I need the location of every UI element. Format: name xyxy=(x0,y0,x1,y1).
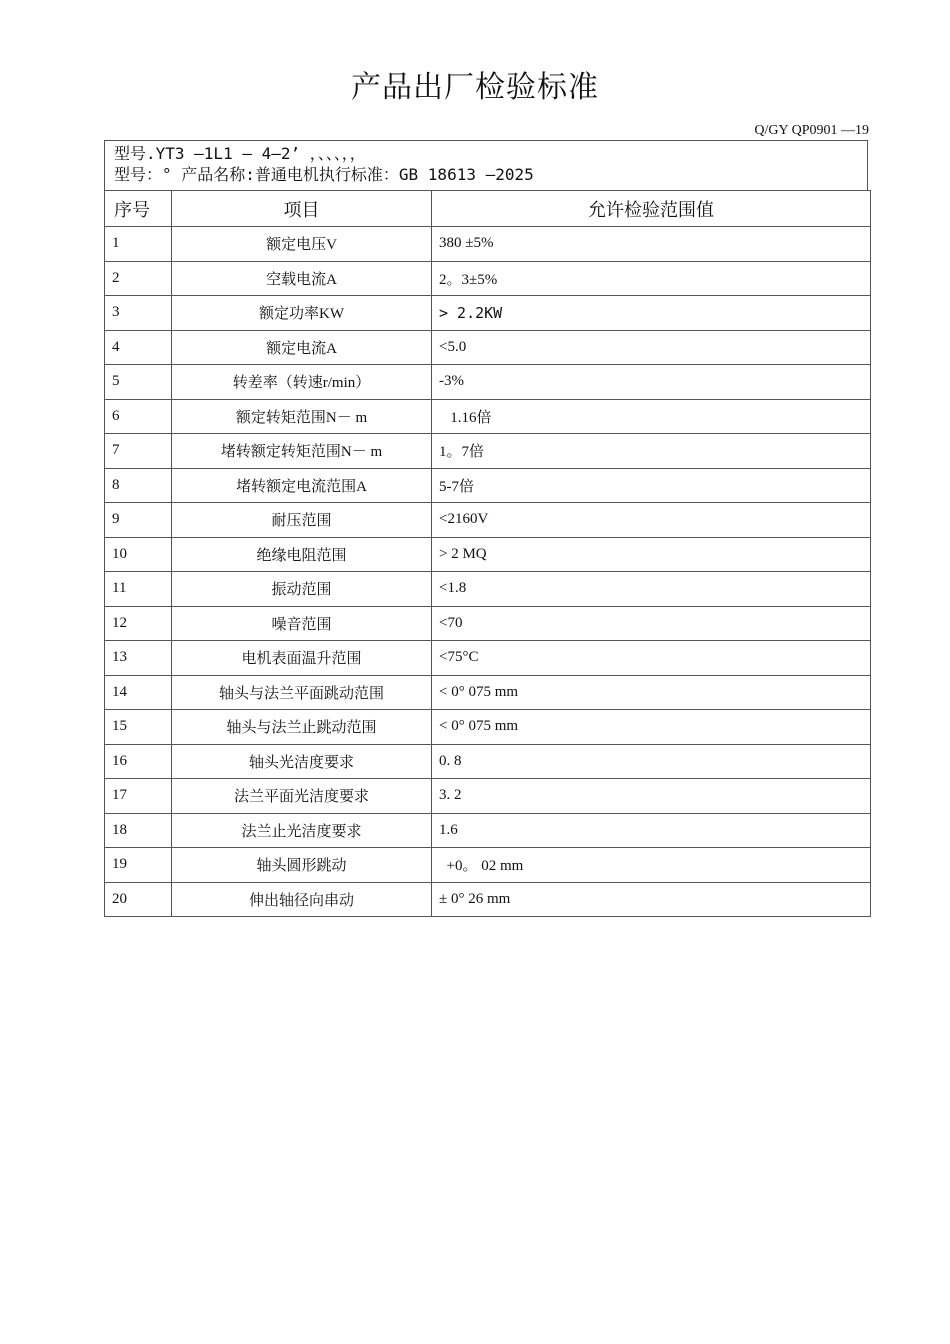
row-number: 13 xyxy=(105,641,172,676)
row-range-value: 5-7倍 xyxy=(432,468,871,503)
row-item: 额定功率KW xyxy=(172,296,432,331)
document-number: Q/GY QP0901 —19 xyxy=(754,123,869,138)
row-number: 17 xyxy=(105,779,172,814)
column-header-number: 序号 xyxy=(105,191,172,227)
row-item: 轴头圆形跳动 xyxy=(172,848,432,883)
table-row xyxy=(105,606,871,641)
row-range-value: <5.0 xyxy=(432,330,871,365)
row-number: 15 xyxy=(105,710,172,745)
table-row xyxy=(105,710,871,745)
row-number: 2 xyxy=(105,261,172,296)
row-item: 伸出轴径向串动 xyxy=(172,882,432,917)
row-range-value: 1。7倍 xyxy=(432,434,871,469)
table-row xyxy=(105,261,871,296)
row-number: 6 xyxy=(105,399,172,434)
table-row xyxy=(105,330,871,365)
product-info-line: 型号：° 产品名称:普通电机执行标准：GB 18613 —2025 xyxy=(114,165,534,184)
row-number: 20 xyxy=(105,882,172,917)
table-row xyxy=(105,434,871,469)
row-range-value: ± 0° 26 mm xyxy=(432,882,871,917)
table-row xyxy=(105,365,871,400)
row-number: 10 xyxy=(105,537,172,572)
row-item: 轴头与法兰平面跳动范围 xyxy=(172,675,432,710)
table-row xyxy=(105,227,871,262)
document-title: 产品出厂检验标准 xyxy=(351,70,599,105)
table-header-row xyxy=(105,191,871,227)
row-item: 空载电流A xyxy=(172,261,432,296)
row-range-value: +0。 02 mm xyxy=(432,848,871,883)
row-item: 转差率（转速r/min） xyxy=(172,365,432,400)
row-number: 18 xyxy=(105,813,172,848)
row-range-value: 2。3±5% xyxy=(432,261,871,296)
row-range-value: <70 xyxy=(432,606,871,641)
row-range-value: 0. 8 xyxy=(432,744,871,779)
row-item: 轴头与法兰止跳动范围 xyxy=(172,710,432,745)
row-item: 耐压范围 xyxy=(172,503,432,538)
column-header-range: 允许检验范围值 xyxy=(432,191,871,227)
row-item: 噪音范围 xyxy=(172,606,432,641)
row-number: 7 xyxy=(105,434,172,469)
row-range-value: <2160V xyxy=(432,503,871,538)
row-item: 额定转矩范围N－ m xyxy=(172,399,432,434)
table-row xyxy=(105,675,871,710)
table-row xyxy=(105,813,871,848)
column-header-item: 项目 xyxy=(172,191,432,227)
row-number: 8 xyxy=(105,468,172,503)
row-range-value: > 2.2KW xyxy=(432,296,871,331)
table-row xyxy=(105,537,871,572)
row-number: 3 xyxy=(105,296,172,331)
table-row xyxy=(105,572,871,607)
row-item: 额定电流A xyxy=(172,330,432,365)
row-item: 法兰平面光洁度要求 xyxy=(172,779,432,814)
row-number: 1 xyxy=(105,227,172,262)
row-number: 11 xyxy=(105,572,172,607)
row-item: 法兰止光洁度要求 xyxy=(172,813,432,848)
row-number: 16 xyxy=(105,744,172,779)
inspection-table xyxy=(104,190,871,917)
table-row xyxy=(105,468,871,503)
row-range-value: < 0° 075 mm xyxy=(432,675,871,710)
table-row xyxy=(105,641,871,676)
row-range-value: -3% xyxy=(432,365,871,400)
row-number: 12 xyxy=(105,606,172,641)
row-range-value: 3. 2 xyxy=(432,779,871,814)
table-body xyxy=(105,227,871,917)
row-item: 振动范围 xyxy=(172,572,432,607)
table-row xyxy=(105,503,871,538)
row-item: 额定电压V xyxy=(172,227,432,262)
row-number: 9 xyxy=(105,503,172,538)
row-range-value: <75°C xyxy=(432,641,871,676)
model-line: 型号.YT3 —1L1 — 4—2’ ，、、、，， xyxy=(114,144,366,163)
row-range-value: 1.6 xyxy=(432,813,871,848)
row-item: 堵转额定转矩范围N－ m xyxy=(172,434,432,469)
table-row xyxy=(105,399,871,434)
row-item: 堵转额定电流范围A xyxy=(172,468,432,503)
table-row xyxy=(105,779,871,814)
row-range-value: < 0° 075 mm xyxy=(432,710,871,745)
row-range-value: > 2 MQ xyxy=(432,537,871,572)
row-item: 绝缘电阻范围 xyxy=(172,537,432,572)
row-number: 14 xyxy=(105,675,172,710)
table-row xyxy=(105,882,871,917)
product-header xyxy=(104,140,868,190)
row-range-value: <1.8 xyxy=(432,572,871,607)
row-number: 4 xyxy=(105,330,172,365)
row-number: 5 xyxy=(105,365,172,400)
table-row xyxy=(105,744,871,779)
row-range-value: 1.16倍 xyxy=(432,399,871,434)
table-row xyxy=(105,848,871,883)
row-item: 电机表面温升范围 xyxy=(172,641,432,676)
row-item: 轴头光洁度要求 xyxy=(172,744,432,779)
table-row xyxy=(105,296,871,331)
row-range-value: 380 ±5% xyxy=(432,227,871,262)
row-number: 19 xyxy=(105,848,172,883)
